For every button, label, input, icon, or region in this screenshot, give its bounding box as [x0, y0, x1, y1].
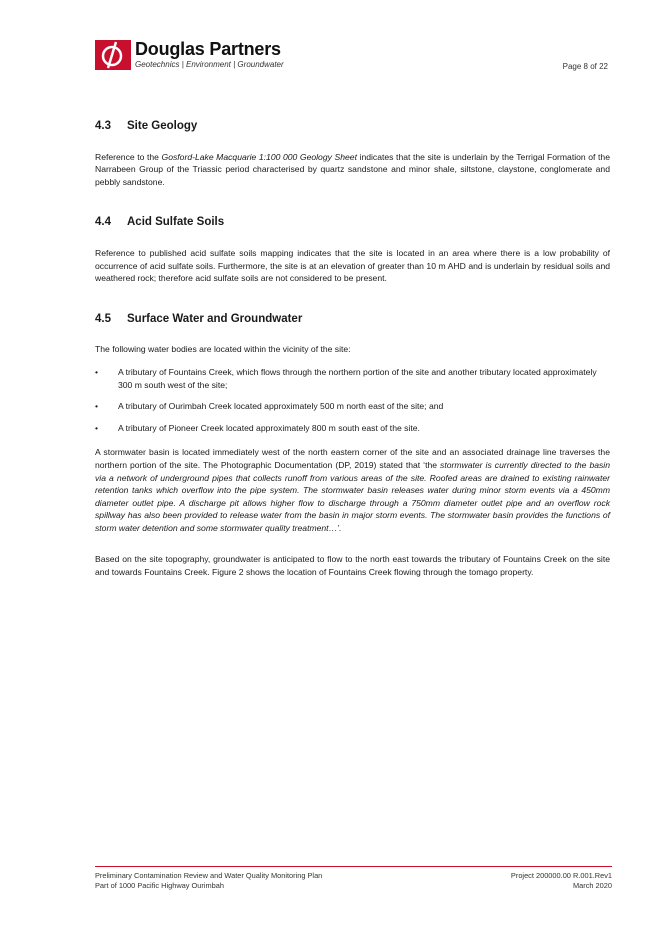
- paragraph: Reference to published acid sulfate soils mapping indicates that the site is located in an area where there is a low probability of occurrence of acid sulfate soils. Furthermore, the site is at an elevation of greater than 10 m AHD and is underlain by residual soils and weathered rock; therefore acid sulfate soils are not considered to be present.: [95, 247, 610, 284]
- bullet-icon: •: [95, 366, 99, 377]
- brand-tagline: Geotechnics | Environment | Groundwater: [135, 60, 284, 69]
- section-heading: [95, 313, 610, 326]
- section-title: Surface Water and Groundwater: [127, 312, 303, 325]
- footer-date: March 2020: [572, 881, 612, 890]
- section-heading: [95, 120, 610, 133]
- section-number: 4.3: [95, 120, 111, 132]
- list-item: • A tributary of Fountains Creek, which flows through the northern portion of the site and another tributary located approximately 300 m south west of the site;: [95, 366, 597, 390]
- footer-report-title: Preliminary Contamination Review and Water Quality Monitoring Plan: [95, 871, 323, 880]
- paragraph: Based on the site topography, groundwater is anticipated to flow to the north east towards the tributary of Fountains Creek on the site and towards Fountains Creek. Figure 2 shows the location of Fountains Creek flowing through the tomago property.: [95, 554, 610, 578]
- footer-site-address: Part of 1000 Pacific Highway Ourimbah: [95, 881, 224, 890]
- paragraph: A stormwater basin is located immediately west of the north eastern corner of the site and an associated drainage line traverses the northern portion of the site. The Photographic Documentation (DP, 2019) stated that ‘the stormwater is currently directed to the basin via a network of underground pipes that collects runoff from various areas of the site. Roofed areas are drained to existing rainwater retention tanks which overflow into the pipe system. The stormwater basin releases water during minor storm events via a 450mm diameter outlet pipe. A discharge pit allows higher flow to discharge through a 750mm diameter outlet pipe and an overflow rock spillway has also been provided to release water from the basin in major storm events. The stormwater basin provides the functions of storm water detention and some stormwater quality treatment…’.: [95, 447, 610, 533]
- footer-divider: [95, 866, 612, 867]
- list-item: • A tributary of Pioneer Creek located approximately 800 m south east of the site.: [95, 422, 420, 433]
- page-footer: [95, 871, 612, 891]
- water-bodies-list: [95, 366, 610, 434]
- section-heading: [95, 216, 610, 229]
- page-number: Page 8 of 22: [562, 62, 608, 71]
- footer-project-number: Project 200000.00 R.001.Rev1: [510, 871, 612, 880]
- section-surface-water-groundwater: [95, 313, 610, 579]
- section-acid-sulfate-soils: [95, 216, 610, 284]
- section-number: 4.4: [95, 216, 111, 229]
- document-body: [95, 120, 610, 607]
- bullet-icon: •: [95, 401, 99, 412]
- company-logo: [95, 40, 284, 74]
- section-site-geology: [95, 120, 610, 188]
- brand-name: Douglas Partners: [135, 39, 281, 59]
- section-number: 4.5: [95, 312, 111, 325]
- section-title: Acid Sulfate Soils: [127, 216, 225, 229]
- paragraph: Reference to the Gosford-Lake Macquarie 1:100 000 Geology Sheet indicates that the site is underlain by the Terrigal Formation of the Narrabeen Group of the Triassic period characterised by quartz sandstone and minor shale, siltstone, claystone, conglomerate and pebbly sandstone.: [95, 151, 610, 187]
- section-title: Site Geology: [127, 120, 198, 132]
- dp-logo-icon: [95, 40, 131, 70]
- bullet-icon: •: [95, 422, 99, 433]
- paragraph: The following water bodies are located within the vicinity of the site:: [95, 344, 351, 355]
- list-item: • A tributary of Ourimbah Creek located approximately 500 m north east of the site; and: [95, 401, 444, 412]
